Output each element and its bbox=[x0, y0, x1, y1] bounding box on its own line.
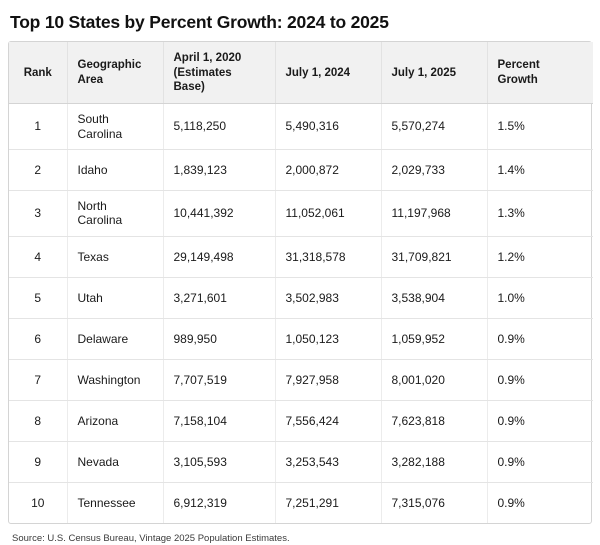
cell-base: 1,839,123 bbox=[163, 150, 275, 191]
cell-rank: 5 bbox=[9, 277, 67, 318]
source-note: Source: U.S. Census Bureau, Vintage 2025 Population Estimates. bbox=[12, 533, 290, 545]
table-row bbox=[9, 482, 593, 523]
cell-base: 3,271,601 bbox=[163, 277, 275, 318]
cell-growth: 0.9% bbox=[487, 359, 593, 400]
cell-2025: 3,538,904 bbox=[381, 277, 487, 318]
cell-area: South Carolina bbox=[67, 104, 163, 150]
cell-base: 3,105,593 bbox=[163, 441, 275, 482]
cell-2025: 3,282,188 bbox=[381, 441, 487, 482]
cell-rank: 6 bbox=[9, 318, 67, 359]
cell-growth: 0.9% bbox=[487, 441, 593, 482]
cell-2025: 11,197,968 bbox=[381, 191, 487, 237]
cell-base: 5,118,250 bbox=[163, 104, 275, 150]
table-row bbox=[9, 191, 593, 237]
cell-area: Idaho bbox=[67, 150, 163, 191]
cell-2025: 8,001,020 bbox=[381, 359, 487, 400]
page-title: Top 10 States by Percent Growth: 2024 to 2025 bbox=[10, 12, 389, 32]
column-header-july-2024: July 1, 2024 bbox=[275, 42, 381, 104]
column-header-geographic-area: Geographic Area bbox=[67, 42, 163, 104]
cell-2024: 7,556,424 bbox=[275, 400, 381, 441]
cell-rank: 7 bbox=[9, 359, 67, 400]
column-header-rank: Rank bbox=[9, 42, 67, 104]
population-growth-table-container bbox=[8, 41, 592, 524]
cell-2024: 7,927,958 bbox=[275, 359, 381, 400]
cell-rank: 2 bbox=[9, 150, 67, 191]
cell-area: Nevada bbox=[67, 441, 163, 482]
table-row bbox=[9, 236, 593, 277]
cell-2025: 31,709,821 bbox=[381, 236, 487, 277]
cell-rank: 9 bbox=[9, 441, 67, 482]
population-growth-table bbox=[9, 42, 593, 523]
cell-area: Arizona bbox=[67, 400, 163, 441]
cell-growth: 0.9% bbox=[487, 400, 593, 441]
cell-growth: 1.3% bbox=[487, 191, 593, 237]
cell-area: Washington bbox=[67, 359, 163, 400]
cell-rank: 1 bbox=[9, 104, 67, 150]
table-row bbox=[9, 441, 593, 482]
table-row bbox=[9, 318, 593, 359]
table-row bbox=[9, 277, 593, 318]
cell-base: 6,912,319 bbox=[163, 482, 275, 523]
cell-growth: 1.2% bbox=[487, 236, 593, 277]
cell-2025: 1,059,952 bbox=[381, 318, 487, 359]
cell-growth: 1.4% bbox=[487, 150, 593, 191]
table-row bbox=[9, 104, 593, 150]
cell-2024: 3,502,983 bbox=[275, 277, 381, 318]
cell-growth: 1.5% bbox=[487, 104, 593, 150]
cell-rank: 3 bbox=[9, 191, 67, 237]
cell-rank: 10 bbox=[9, 482, 67, 523]
table-row bbox=[9, 150, 593, 191]
cell-area: Utah bbox=[67, 277, 163, 318]
cell-2024: 5,490,316 bbox=[275, 104, 381, 150]
table-row bbox=[9, 400, 593, 441]
cell-2024: 31,318,578 bbox=[275, 236, 381, 277]
cell-2025: 7,315,076 bbox=[381, 482, 487, 523]
column-header-july-2025: July 1, 2025 bbox=[381, 42, 487, 104]
cell-2024: 1,050,123 bbox=[275, 318, 381, 359]
cell-2025: 2,029,733 bbox=[381, 150, 487, 191]
column-header-estimates-base: April 1, 2020 (Estimates Base) bbox=[163, 42, 275, 104]
cell-base: 10,441,392 bbox=[163, 191, 275, 237]
cell-area: Texas bbox=[67, 236, 163, 277]
column-header-percent-growth: Percent Growth bbox=[487, 42, 593, 104]
table-row bbox=[9, 359, 593, 400]
cell-2024: 2,000,872 bbox=[275, 150, 381, 191]
cell-2025: 7,623,818 bbox=[381, 400, 487, 441]
cell-base: 7,158,104 bbox=[163, 400, 275, 441]
cell-growth: 0.9% bbox=[497, 495, 525, 510]
cell-base: 7,707,519 bbox=[163, 359, 275, 400]
cell-growth: 0.9% bbox=[487, 318, 593, 359]
cell-2025: 5,570,274 bbox=[381, 104, 487, 150]
cell-rank: 8 bbox=[9, 400, 67, 441]
table-header bbox=[9, 42, 593, 104]
cell-2024: 3,253,543 bbox=[275, 441, 381, 482]
cell-2024: 11,052,061 bbox=[275, 191, 381, 237]
cell-area: North Carolina bbox=[67, 191, 163, 237]
cell-base: 29,149,498 bbox=[163, 236, 275, 277]
cell-base: 989,950 bbox=[163, 318, 275, 359]
cell-rank: 4 bbox=[9, 236, 67, 277]
table-header-row bbox=[9, 42, 593, 104]
table-body bbox=[9, 104, 593, 524]
cell-2024: 7,251,291 bbox=[275, 482, 381, 523]
cell-area: Tennessee bbox=[67, 482, 163, 523]
cell-area: Delaware bbox=[67, 318, 163, 359]
cell-growth: 1.0% bbox=[487, 277, 593, 318]
